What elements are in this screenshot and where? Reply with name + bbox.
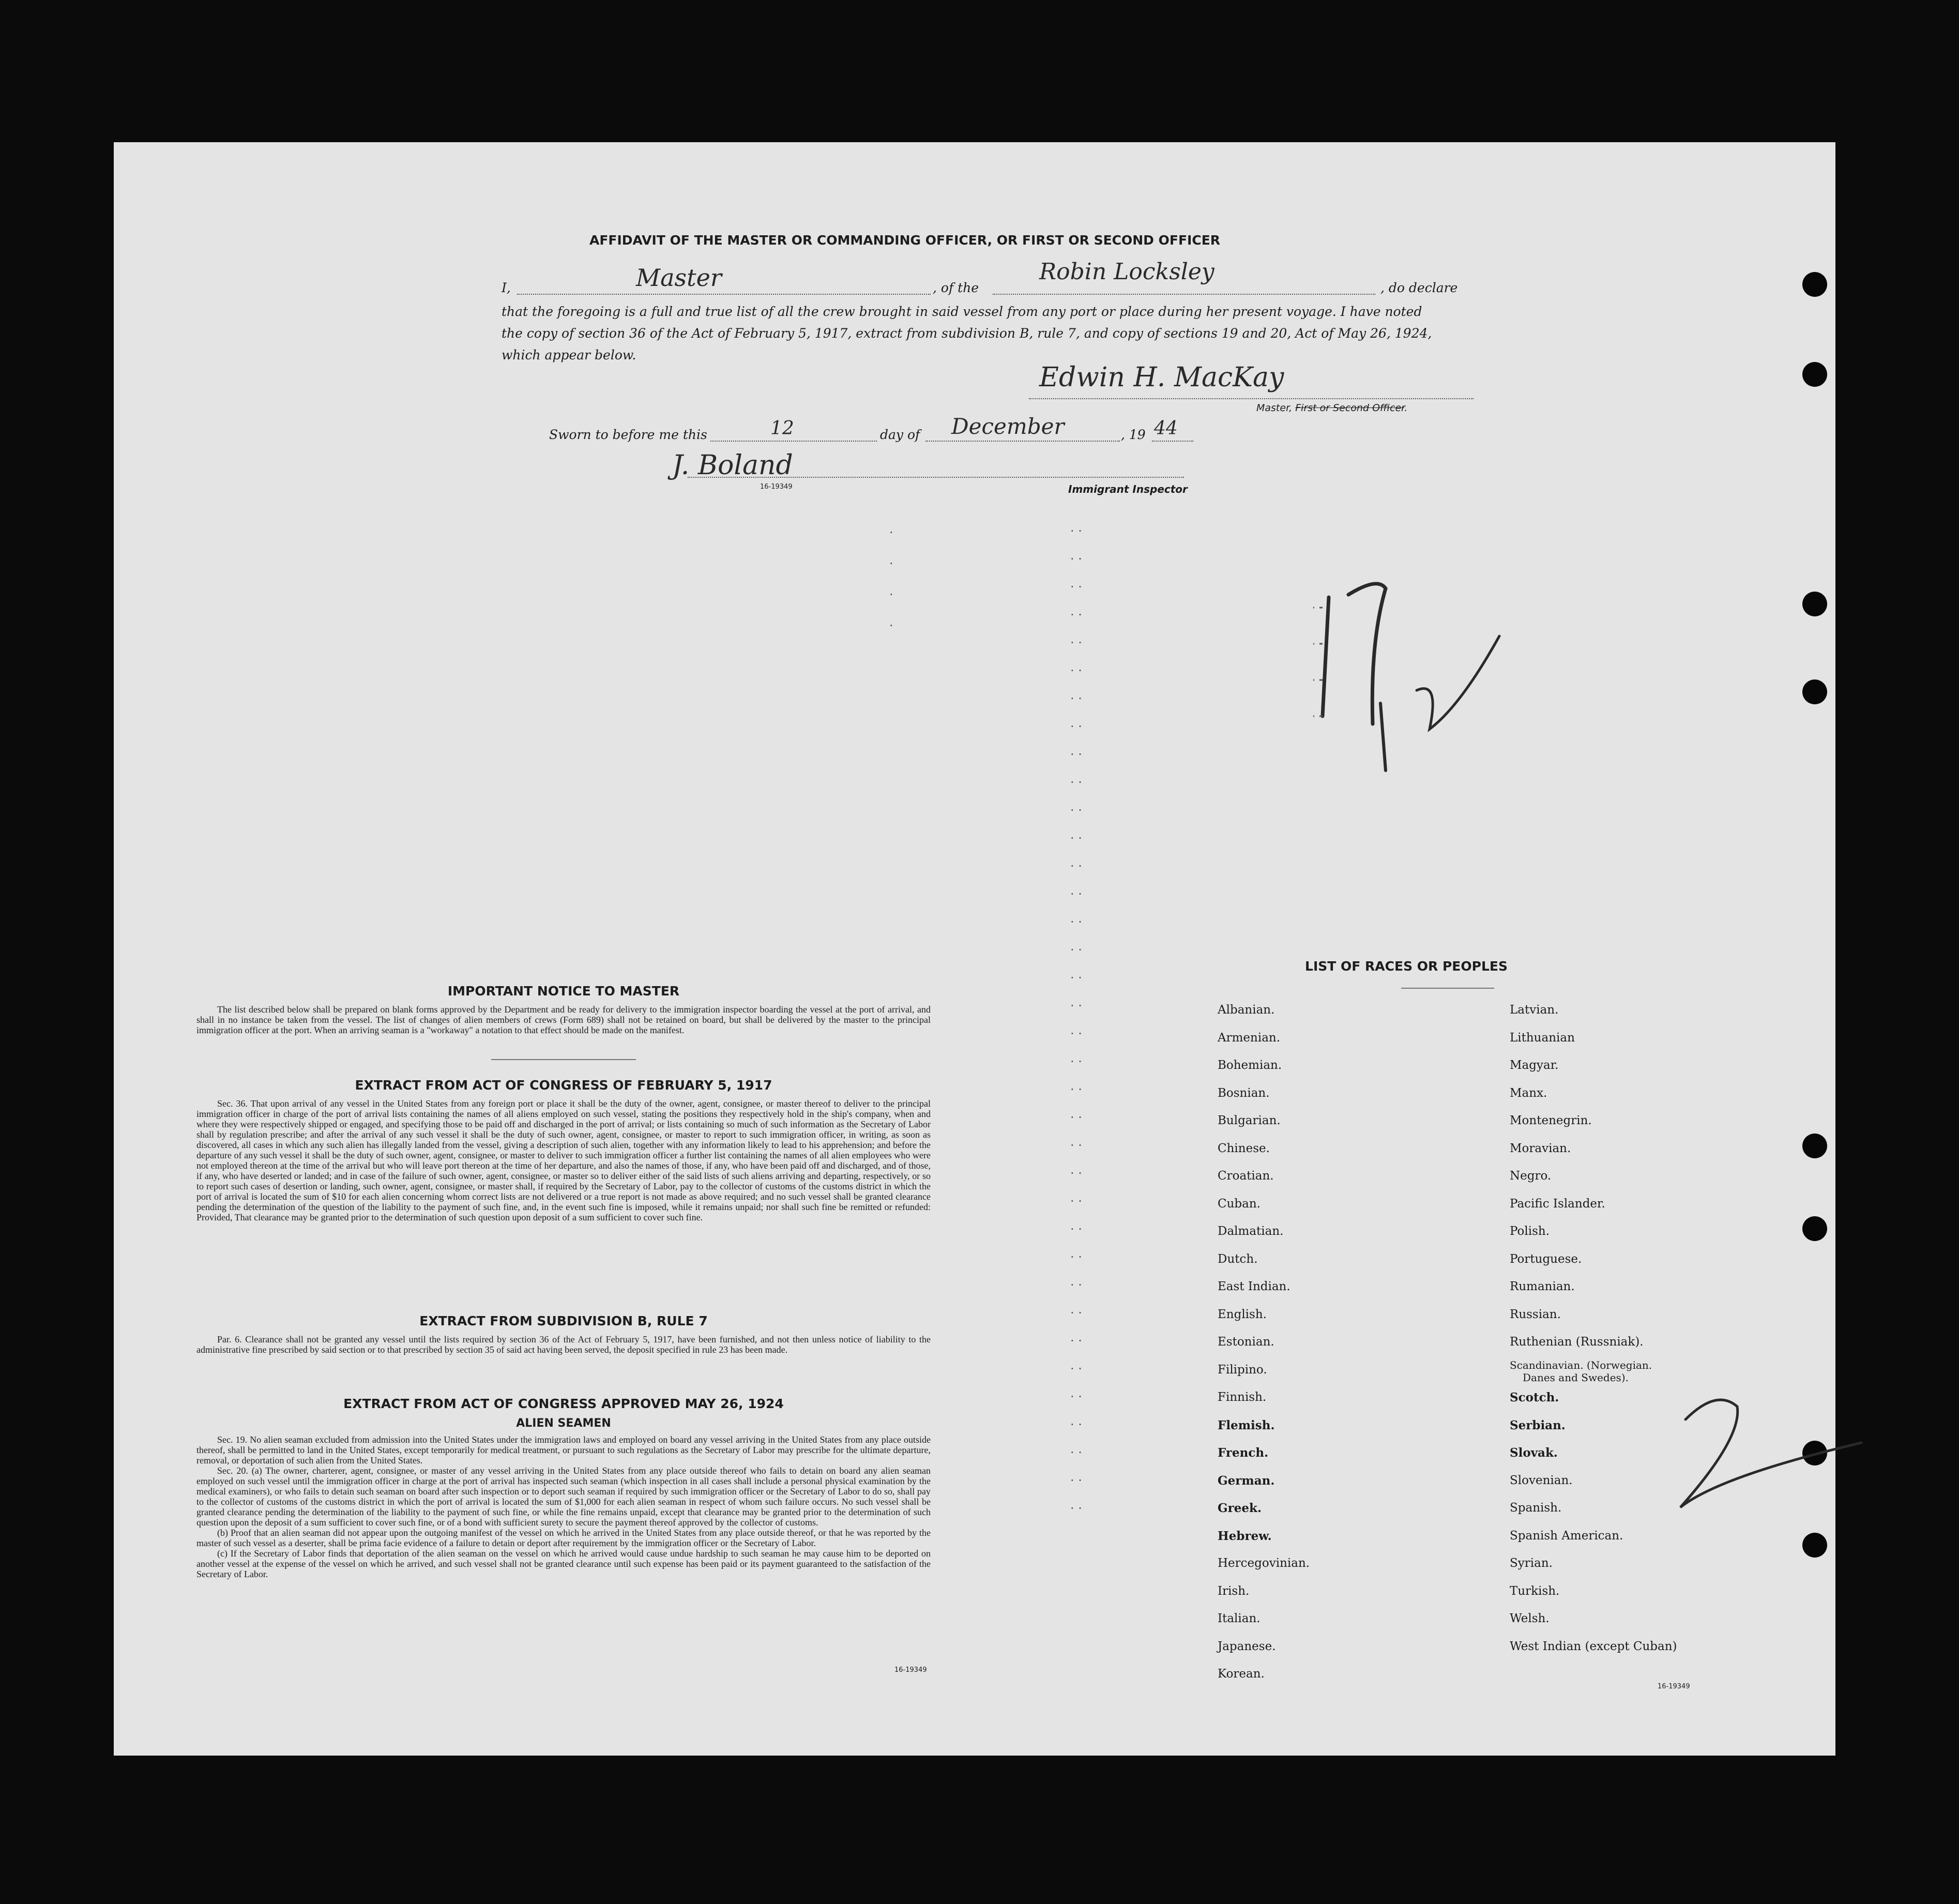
race-item: Russian. bbox=[1510, 1307, 1561, 1321]
race-item: Syrian. bbox=[1510, 1557, 1553, 1570]
punch-hole bbox=[1802, 1216, 1827, 1241]
race-item: Moravian. bbox=[1510, 1141, 1571, 1155]
race-item: Armenian. bbox=[1218, 1031, 1281, 1045]
race-item: Irish. bbox=[1218, 1584, 1250, 1598]
race-item: Slovenian. bbox=[1510, 1473, 1573, 1487]
separator bbox=[491, 1059, 636, 1060]
race-item: Italian. bbox=[1218, 1612, 1261, 1625]
race-item: Spanish American. bbox=[1510, 1529, 1623, 1543]
race-item: Hebrew. bbox=[1218, 1529, 1272, 1543]
handwritten-year: 44 bbox=[1154, 418, 1178, 439]
punch-hole bbox=[1802, 679, 1827, 704]
race-item: Latvian. bbox=[1510, 1003, 1559, 1017]
race-item: English. bbox=[1218, 1307, 1267, 1321]
race-item: Flemish. bbox=[1218, 1418, 1275, 1432]
extract-1924-text bbox=[196, 1434, 931, 1579]
sworn-line bbox=[549, 425, 1195, 446]
race-item: Scandinavian. (Norwegian. bbox=[1510, 1358, 1652, 1371]
race-item: Polish. bbox=[1510, 1225, 1550, 1238]
punch-hole bbox=[1802, 592, 1827, 616]
handwritten-fraction-mark bbox=[1313, 548, 1644, 786]
notice-text: The list described below shall be prepared on blank forms approved by the Department and be ready for delivery to the immigration inspector boarding the vessel at the port of arrival, and shall in no instance be taken from the vessel. The list of changes of alien members of crews (Form 689) shall not be retained on board, but shall be delivered by the master to the principal immigration officer at the port. When an arriving seaman is a "workaway" a notation to that effect should be made on the manifest. bbox=[196, 1004, 931, 1035]
sworn-prefix: Sworn to before me this bbox=[549, 427, 707, 442]
race-item: French. bbox=[1218, 1446, 1269, 1460]
punch-hole bbox=[1802, 1533, 1827, 1558]
race-item: Portuguese. bbox=[1510, 1252, 1582, 1266]
race-item: Bohemian. bbox=[1218, 1059, 1282, 1072]
day-of-text: day of bbox=[880, 427, 920, 442]
affidavit-body-line3: which appear below. bbox=[502, 347, 636, 362]
race-item: Slovak. bbox=[1510, 1446, 1558, 1460]
handwritten-month: December bbox=[951, 414, 1065, 439]
race-item: East Indian. bbox=[1218, 1280, 1290, 1293]
race-item: West Indian (except Cuban) bbox=[1510, 1639, 1677, 1653]
race-item: Estonian. bbox=[1218, 1335, 1274, 1349]
race-item: Croatian. bbox=[1218, 1169, 1274, 1183]
affidavit-body bbox=[502, 301, 1474, 366]
signature-line bbox=[1029, 398, 1474, 399]
month-fill-line bbox=[925, 441, 1120, 442]
race-item: Korean. bbox=[1218, 1667, 1265, 1681]
sec20a-text: Sec. 20. (a) The owner, charterer, agent, consignee, or master of any vessel arriving in the United States from any place outside thereof who fails to detain on board any alien seaman employed on such vessel until the immigration officer in charge at the port of arrival has inspected such seaman (which inspection in all cases shall include a personal physical examination by the medical examiners), or who fails to detain such seaman on board after such inspection or to deport such seaman if required by such immigration officer or the Secretary of Labor to do so, shall pay to the collector of customs of the customs district in which the port of arrival is located the sum of $1,000 for each alien seaman in respect of whom such failure occurs. No such vessel shall be granted clearance pending the determination of the liability to the payment of such fine, or while the fine remains unpaid, except that clearance may be granted prior to the determination of such question upon the deposit of a sum sufficient to cover such fine, or of a bond with sufficient surety to secure the payment thereof approved by the collector of customs. bbox=[196, 1465, 931, 1528]
affidavit-title: AFFIDAVIT OF THE MASTER OR COMMANDING OFFICER, OR FIRST OR SECOND OFFICER bbox=[589, 233, 1221, 248]
form-number-top: 16-19349 bbox=[760, 483, 793, 491]
race-item: Japanese. bbox=[1218, 1639, 1276, 1653]
inspector-label: Immigrant Inspector bbox=[1068, 483, 1188, 495]
race-item: Pacific Islander. bbox=[1510, 1197, 1605, 1211]
rule7-text: Par. 6. Clearance shall not be granted any vessel until the lists required by section 36 of the Act of February 5, 1917, have been furnished, and not then unless notice of liability to the administrative fine prescribed by said section or to that prescribed by section 35 of said act having been served, the deposit specified in rule 23 has been made. bbox=[196, 1334, 931, 1355]
race-item: Bosnian. bbox=[1218, 1086, 1270, 1100]
rule7-title: EXTRACT FROM SUBDIVISION B, RULE 7 bbox=[419, 1313, 708, 1328]
day-fill-line bbox=[710, 441, 877, 442]
master-fill-line bbox=[517, 294, 931, 295]
race-item: Magyar. bbox=[1510, 1059, 1559, 1072]
notice-title: IMPORTANT NOTICE TO MASTER bbox=[447, 984, 680, 999]
column-guide-dots-left: · · · · bbox=[889, 525, 893, 633]
race-item: Albanian. bbox=[1218, 1003, 1275, 1017]
do-declare-text: , do declare bbox=[1380, 280, 1458, 295]
race-item: Spanish. bbox=[1510, 1501, 1562, 1515]
year-prefix: , 19 bbox=[1121, 427, 1146, 442]
form-number-left: 16-19349 bbox=[894, 1666, 927, 1674]
separator bbox=[1401, 988, 1494, 989]
race-item: Manx. bbox=[1510, 1086, 1547, 1100]
i-prefix: I, bbox=[502, 280, 511, 295]
extract-1917-text: Sec. 36. That upon arrival of any vessel in the United States from any foreign port or place it shall be the duty of the owner, agent, consignee, or master thereof to deliver to the principal immigration officer in charge of the port of arrival lists containing the names of all aliens employed on such vessel, stating the positions they respectively hold in the ship's company, when and where they were respectively shipped or engaged, and specifying those to be paid off and discharged in the port of arrival; or lists containing so much of such information as the Secretary of Labor shall by regulation prescribe; and after the arrival of any such vessel it shall be the duty of such owner, agent, consignee, or master to report to such immigration officer, in writing, as soon as discovered, all cases in which any such alien has illegally landed from the vessel, giving a description of such alien, together with any information likely to lead to his apprehension; and before the departure of any such vessel it shall be the duty of such owner, agent, consignee, or master to deliver to such immigration officer a further list containing the names of all alien employees who were not employed thereon at the time of the arrival but who will leave port thereon at the time of her departure, and also the names of those, if any, who have been paid off and discharged, and of those, if any, who have deserted or landed; and in case of the failure of such owner, agent, consignee, or master so to deliver either of the said lists of such aliens arriving and departing, respectively, or so to report such cases of desertion or landing, such owner, agent, consignee, or master shall, if required by the Secretary of Labor, pay to the collector of customs of the customs district in which the port of arrival is located the sum of $10 for each alien concerning whom correct lists are not delivered or a true report is not made as above required; and no such vessel shall be granted clearance pending the determination of the question of the liability to the payment of such fine, and, in the event such fine is imposed, while it remains unpaid; nor shall such fine be remitted or refunded: Provided, That clearance may be granted prior to the determination of such question upon deposit of a sum sufficient to cover such fine. bbox=[196, 1098, 931, 1222]
race-item: Montenegrin. bbox=[1510, 1114, 1592, 1127]
master-signature: Edwin H. MacKay bbox=[1039, 362, 1284, 393]
extract-1917-title: EXTRACT FROM ACT OF CONGRESS OF FEBRUARY 5, 1917 bbox=[355, 1078, 772, 1093]
race-item: Chinese. bbox=[1218, 1141, 1270, 1155]
race-item: Dalmatian. bbox=[1218, 1225, 1284, 1238]
race-item: Negro. bbox=[1510, 1169, 1552, 1183]
races-title: LIST OF RACES OR PEOPLES bbox=[1305, 959, 1508, 974]
race-item: Ruthenian (Russniak). bbox=[1510, 1335, 1644, 1349]
race-item: Hercegovinian. bbox=[1218, 1557, 1310, 1570]
handwritten-vessel: Robin Locksley bbox=[1039, 259, 1214, 285]
race-item: Cuban. bbox=[1218, 1197, 1261, 1211]
race-item: Finnish. bbox=[1218, 1391, 1267, 1404]
race-item: Bulgarian. bbox=[1218, 1114, 1281, 1127]
handwritten-day: 12 bbox=[770, 418, 794, 439]
affidavit-body-line2: the copy of section 36 of the Act of February 5, 1917, extract from subdivision B, rule 7, and copy of sections 19 and 20, Act of May 26, 1924, bbox=[502, 326, 1432, 341]
handwritten-two-mark bbox=[1670, 1386, 1866, 1520]
inspector-signature: J. Boland bbox=[672, 450, 793, 481]
signature-label: Master, First or Second Officer. bbox=[1256, 402, 1408, 414]
race-item: Lithuanian bbox=[1510, 1031, 1575, 1045]
alien-seamen-subtitle: ALIEN SEAMEN bbox=[516, 1417, 611, 1430]
race-item: Serbian. bbox=[1510, 1418, 1566, 1432]
race-item: Danes and Swedes). bbox=[1523, 1371, 1629, 1384]
punch-hole bbox=[1802, 1134, 1827, 1158]
race-item: German. bbox=[1218, 1473, 1275, 1488]
race-item: Turkish. bbox=[1510, 1584, 1560, 1598]
handwritten-master: Master bbox=[636, 264, 722, 292]
year-fill-line bbox=[1152, 441, 1193, 442]
vessel-fill-line bbox=[993, 294, 1375, 295]
sec19-text: Sec. 19. No alien seaman excluded from admission into the United States under the immigration laws and employed on board any vessel arriving in the United States from any place outside thereof, shall be permitted to land in the United States, except temporarily for medical treatment, or pursuant to such regulations as the Secretary of Labor may prescribe for the ultimate departure, removal, or deportation of such alien from the United States. bbox=[196, 1434, 931, 1465]
race-item: Dutch. bbox=[1218, 1252, 1258, 1266]
column-guide-dots: · · · · · · · · · · · · · · · · · · · · · · · · · · · · · · · · · · · · · · · · · · · · · · · · · · · · · · · · · · · · · · · · · · · · · · · · bbox=[1070, 524, 1082, 1516]
inspector-line bbox=[688, 477, 1184, 478]
punch-hole bbox=[1802, 272, 1827, 297]
punch-hole bbox=[1802, 362, 1827, 387]
of-the-text: , of the bbox=[933, 280, 979, 295]
race-item: Rumanian. bbox=[1510, 1280, 1575, 1293]
affidavit-body-line1: that the foregoing is a full and true list of all the crew brought in said vessel from any port or place during her present voyage. I have noted bbox=[502, 304, 1422, 319]
extract-1924-title: EXTRACT FROM ACT OF CONGRESS APPROVED MAY 26, 1924 bbox=[343, 1396, 784, 1411]
sec20c-text: (c) If the Secretary of Labor finds that deportation of the alien seaman on the vessel on which he arrived would cause undue hardship to such seaman he may cause him to be deported on another vessel at the expense of the vessel on which he arrived, and such vessel shall not be granted clearance until such expense has been paid or its payment guaranteed to the satisfaction of the Secretary of Labor. bbox=[196, 1548, 931, 1579]
race-item: Welsh. bbox=[1510, 1612, 1550, 1625]
race-item: Greek. bbox=[1218, 1501, 1262, 1515]
race-item: Scotch. bbox=[1510, 1391, 1559, 1404]
form-number-right: 16-19349 bbox=[1658, 1683, 1690, 1690]
race-item: Filipino. bbox=[1218, 1363, 1267, 1377]
sec20b-text: (b) Proof that an alien seaman did not appear upon the outgoing manifest of the vessel on which he arrived in the United States from any place outside thereof, or that he was reported by the master of such vessel as a deserter, shall be prima facie evidence of a failure to detain or deport after requirement by the immigration officer or the Secretary of Labor. bbox=[196, 1528, 931, 1548]
